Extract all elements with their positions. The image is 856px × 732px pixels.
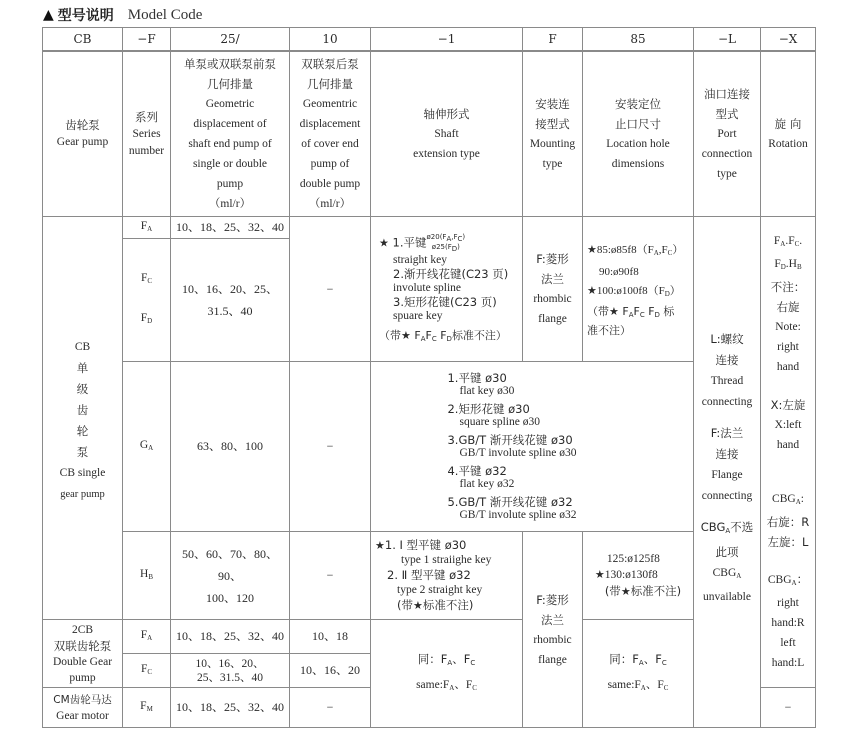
port-text: Flange bbox=[711, 469, 743, 481]
group-text: CB bbox=[74, 341, 91, 353]
disp-value: 10、18 bbox=[311, 629, 348, 643]
rotation-cm bbox=[760, 687, 816, 728]
code-text: F bbox=[548, 31, 557, 46]
group-text: 齿 bbox=[76, 403, 89, 417]
port-text: 此项 bbox=[715, 545, 739, 559]
header-rotation bbox=[760, 51, 816, 217]
header-text: Rotation bbox=[768, 138, 808, 150]
header-text: 型式 bbox=[715, 107, 739, 121]
shaft-option-3-en: spuare key bbox=[393, 309, 443, 322]
disp-front-hb bbox=[170, 531, 290, 620]
mount-text: 法兰 bbox=[541, 272, 564, 286]
header-text: 几何排量 bbox=[207, 77, 253, 91]
series-2cb-fc bbox=[122, 653, 171, 688]
header-text: Location hole bbox=[606, 138, 670, 150]
code-cb bbox=[42, 27, 123, 52]
same-cn: 同：$F_A$、$F_C$ bbox=[417, 652, 476, 667]
header-text: Port bbox=[717, 128, 737, 140]
header-text: shaft end pump of bbox=[188, 138, 272, 150]
header-port bbox=[693, 51, 761, 217]
disp-value: 25、31.5、40 bbox=[196, 671, 264, 684]
series-code: $F_A$ bbox=[140, 628, 153, 642]
series-cm-fm bbox=[122, 687, 171, 728]
mount-text: F:菱形 bbox=[536, 252, 569, 266]
code-text: 25/ bbox=[220, 31, 240, 46]
location-option-90: 90:ø90f8 bbox=[599, 265, 639, 278]
mount-text: F:菱形 bbox=[536, 592, 569, 607]
header-text: 系列 bbox=[135, 109, 158, 124]
header-text: Gear pump bbox=[56, 136, 109, 148]
code-shaft bbox=[370, 27, 523, 52]
header-text: Series bbox=[132, 127, 161, 140]
star-icon: ★ bbox=[609, 304, 619, 318]
header-text: （ml/r） bbox=[208, 198, 252, 210]
header-text: pump bbox=[216, 178, 244, 190]
header-text: 旋 向 bbox=[774, 117, 802, 131]
port-text: $CBG_A$ bbox=[712, 567, 742, 580]
location-option-100: $★100:ø100f8(F_D)$ bbox=[587, 284, 681, 298]
disp-rear-2cb-fc bbox=[289, 653, 371, 688]
series-code: $F_M$ bbox=[140, 699, 153, 713]
location-note: 准不注） bbox=[587, 323, 631, 337]
header-text: 几何排量 bbox=[307, 77, 353, 91]
location-f-series bbox=[582, 216, 694, 362]
code-text: 10 bbox=[322, 31, 338, 46]
mount-text: flange bbox=[538, 313, 567, 325]
port-text: connecting bbox=[701, 490, 753, 502]
shaft-g-series bbox=[370, 361, 694, 532]
header-text: 双联泵后泵 bbox=[301, 57, 359, 71]
disp-rear-2cb-fa bbox=[289, 619, 371, 654]
location-h-series bbox=[582, 531, 694, 620]
disp-value: 63、80、100 bbox=[196, 439, 263, 453]
series-code: $G_A$ bbox=[139, 438, 154, 452]
rot-text: hand bbox=[776, 439, 800, 451]
shaft-option-en: GB/T involute spline ø32 bbox=[459, 508, 577, 521]
rot-text: 右旋：R bbox=[766, 515, 810, 529]
star-icon: ★ bbox=[401, 328, 411, 342]
header-text: Geometric bbox=[205, 98, 255, 110]
rot-text: $F_D.H_B$ bbox=[774, 258, 802, 271]
rot-text: 左旋：L bbox=[767, 535, 809, 549]
group-cm-motor bbox=[42, 687, 123, 728]
rotation-options bbox=[760, 216, 816, 688]
location-option-130: ★130:ø130f8 bbox=[594, 569, 658, 581]
shaft-option-en: GB/T involute spline ø30 bbox=[459, 446, 577, 459]
disp-front-2cb-fa bbox=[170, 619, 290, 654]
header-text: Mounting bbox=[529, 138, 576, 150]
mounting-h-2cb bbox=[522, 531, 583, 728]
shaft-option-en: flat key ø32 bbox=[459, 477, 515, 490]
shaft-option-1-en: straight key bbox=[393, 253, 447, 266]
port-text: 连接 bbox=[715, 447, 739, 461]
header-shaft bbox=[370, 51, 523, 217]
disp-value: 100、120 bbox=[205, 590, 254, 605]
series-code: $H_B$ bbox=[140, 567, 153, 581]
port-text: Thread bbox=[710, 375, 744, 387]
same-en: $same:F_A$、$F_C$ bbox=[607, 679, 669, 692]
header-text: Geomentric bbox=[302, 98, 358, 110]
location-option-85: $★85:ø85f8(F_A,F_C)$ bbox=[587, 243, 684, 257]
location-note: (带★标准不注) bbox=[604, 584, 682, 598]
code-disp-rear bbox=[289, 27, 371, 52]
shaft-option: 4.平键 ø32 bbox=[447, 463, 507, 478]
series-code: $F_A$ bbox=[140, 219, 153, 233]
code-mounting bbox=[522, 27, 583, 52]
mount-text: flange bbox=[538, 653, 567, 666]
rot-text: $F_A.F_C$. bbox=[773, 235, 803, 248]
title-en: Model Code bbox=[127, 6, 203, 23]
disp-value: − bbox=[326, 439, 334, 453]
code-text: CB bbox=[73, 31, 92, 46]
header-text: 齿轮泵 bbox=[65, 118, 100, 132]
port-text: L:螺纹 bbox=[710, 332, 744, 346]
group-text: 轮 bbox=[76, 424, 89, 438]
star-icon: ★ bbox=[375, 539, 385, 552]
port-text: connecting bbox=[701, 396, 753, 408]
group-text: 双联齿轮泵 bbox=[53, 638, 112, 653]
header-text: single or double bbox=[192, 158, 268, 170]
code-text: −L bbox=[717, 31, 737, 46]
header-text: （ml/r） bbox=[308, 198, 352, 210]
header-text: displacement of bbox=[193, 118, 267, 130]
shaft-option-2-en: involute spline bbox=[393, 281, 462, 294]
code-disp-front bbox=[170, 27, 290, 52]
disp-rear-cm bbox=[289, 687, 371, 728]
shaft-option: 1.平键 ø30 bbox=[447, 370, 507, 385]
header-text: displacement bbox=[299, 118, 361, 130]
rot-text: 不注： bbox=[770, 280, 806, 294]
disp-rear-fa-fcfd bbox=[289, 216, 371, 362]
same-en: $same:F_A$、$F_C$ bbox=[416, 679, 477, 692]
disp-front-2cb-fc bbox=[170, 653, 290, 688]
mount-text: rhombic bbox=[533, 633, 572, 646]
rot-text: $CBG_A$： bbox=[767, 574, 809, 587]
shaft-note: (带★标准不注) bbox=[397, 598, 474, 612]
code-port bbox=[693, 27, 761, 52]
header-text: 油口连接 bbox=[704, 87, 750, 101]
rot-text: 右旋 bbox=[776, 300, 800, 314]
disp-value: 10、18、25、32、40 bbox=[175, 220, 284, 234]
disp-value: 10、16、20、25、 bbox=[181, 282, 278, 296]
header-text: connection bbox=[701, 148, 753, 160]
section-title bbox=[43, 4, 202, 26]
rot-text: hand:L bbox=[771, 657, 805, 669]
header-text: of cover end bbox=[301, 138, 359, 150]
header-text: pump of bbox=[310, 158, 350, 170]
header-text: 轴伸形式 bbox=[423, 107, 470, 121]
title-cn: 型号说明 bbox=[57, 8, 114, 24]
disp-front-fa bbox=[170, 216, 290, 239]
mounting-f-series bbox=[522, 216, 583, 362]
series-fa bbox=[122, 216, 171, 239]
header-text: number bbox=[128, 144, 165, 157]
star-icon: ★ bbox=[594, 569, 605, 581]
series-hb bbox=[122, 531, 171, 620]
rot-text: right bbox=[777, 341, 799, 353]
location-note: （带★ $F_AF_C$ $F_D$ 标 bbox=[587, 304, 675, 319]
header-text: 单泵或双联泵前泵 bbox=[184, 57, 276, 71]
rot-text: left bbox=[780, 637, 796, 649]
star-icon: ★ bbox=[413, 599, 423, 612]
star-icon: ★ bbox=[587, 284, 597, 297]
shaft-option: 5.GB/T 渐开线花键 ø32 bbox=[447, 494, 573, 509]
header-text: type bbox=[717, 168, 737, 180]
header-text: extension type bbox=[413, 148, 480, 160]
mount-text: 法兰 bbox=[541, 612, 564, 627]
shaft-h-series bbox=[370, 531, 523, 620]
header-pump bbox=[42, 51, 123, 217]
rot-text: $CBG_A$: bbox=[772, 493, 804, 506]
group-text: 2CB bbox=[71, 623, 94, 636]
code-text: 85 bbox=[630, 31, 646, 46]
disp-rear-hb bbox=[289, 531, 371, 620]
same-cn: 同：$F_A$、$F_C$ bbox=[609, 652, 667, 667]
series-2cb-fa bbox=[122, 619, 171, 654]
group-text: gear pump bbox=[60, 489, 105, 500]
port-text: F:法兰 bbox=[710, 426, 744, 440]
header-text: double pump bbox=[299, 178, 361, 190]
rot-text: hand bbox=[776, 361, 800, 373]
rot-text: Note: bbox=[775, 321, 801, 333]
rot-text: hand:R bbox=[771, 617, 805, 629]
group-text: CM齿轮马达 bbox=[53, 693, 112, 706]
rot-text: right bbox=[777, 597, 799, 609]
shaft-option-en: square spline ø30 bbox=[459, 415, 540, 428]
shaft-option-2-en: type 2 straight key bbox=[397, 584, 483, 596]
code-rotation bbox=[760, 27, 816, 52]
mount-text: rhombic bbox=[533, 293, 572, 305]
star-icon: ★ bbox=[379, 236, 389, 249]
shaft-f-series bbox=[370, 216, 523, 362]
shaft-option: 2.矩形花键 ø30 bbox=[447, 401, 530, 416]
port-text: $CBG_A$不选 bbox=[700, 520, 754, 535]
code-location bbox=[582, 27, 694, 52]
disp-value: 50、60、70、80、90、 bbox=[181, 546, 278, 583]
rot-text: X:left bbox=[774, 419, 802, 431]
star-icon: ★ bbox=[620, 585, 631, 598]
header-text: 安装连 bbox=[535, 97, 570, 111]
disp-value: − bbox=[326, 700, 334, 714]
disp-value: − bbox=[326, 568, 334, 582]
port-text: 连接 bbox=[715, 353, 739, 367]
location-2cb-same bbox=[582, 619, 694, 728]
header-text: 接型式 bbox=[535, 117, 570, 131]
series-code: $F_D$ bbox=[140, 312, 153, 325]
header-location bbox=[582, 51, 694, 217]
shaft-note: （带★ $F_AF_C$ $F_D$标准不注） bbox=[379, 328, 507, 343]
header-text: 安装定位 bbox=[615, 97, 661, 111]
shaft-option-3: 3.矩形花键(C23 页) bbox=[393, 294, 497, 309]
disp-value: 10、16、20 bbox=[299, 663, 360, 677]
series-ga bbox=[122, 361, 171, 532]
header-series bbox=[122, 51, 171, 217]
code-text: −1 bbox=[437, 31, 456, 46]
shaft-2cb-same bbox=[370, 619, 523, 728]
group-text: 泵 bbox=[76, 445, 89, 459]
star-icon: ★ bbox=[587, 243, 597, 256]
shaft-option-2: 2.渐开线花键(C23 页) bbox=[393, 266, 509, 281]
rot-text: − bbox=[784, 700, 792, 714]
series-code: $F_C$ bbox=[140, 662, 153, 676]
rot-text: X:左旋 bbox=[770, 398, 806, 412]
shaft-option-1-en: type 1 straiighe key bbox=[401, 554, 492, 566]
disp-value: 10、18、25、32、40 bbox=[175, 629, 284, 643]
disp-front-cm bbox=[170, 687, 290, 728]
shaft-option-2: 2. Ⅱ 型平键 ø32 bbox=[387, 568, 471, 582]
group-cb-double bbox=[42, 619, 123, 688]
triangle-marker-icon: ▲ bbox=[43, 7, 54, 23]
header-disp-front bbox=[170, 51, 290, 217]
code-text: −X bbox=[778, 31, 798, 46]
port-text: unvailable bbox=[703, 591, 751, 603]
code-series bbox=[122, 27, 171, 52]
disp-value: − bbox=[326, 281, 334, 296]
port-connection bbox=[693, 216, 761, 728]
group-cb-single bbox=[42, 216, 123, 620]
series-fc-fd bbox=[122, 238, 171, 362]
group-text: Gear motor bbox=[56, 709, 109, 722]
header-text: 止口尺寸 bbox=[615, 117, 661, 131]
disp-rear-ga bbox=[289, 361, 371, 532]
location-option-125: 125:ø125f8 bbox=[606, 553, 660, 565]
disp-value: 10、16、20、 bbox=[195, 657, 265, 670]
group-text: CB single bbox=[59, 467, 106, 479]
group-text: Double Gear bbox=[52, 655, 113, 668]
group-text: 级 bbox=[76, 382, 89, 396]
disp-front-fcfd bbox=[170, 238, 290, 362]
header-text: type bbox=[542, 158, 563, 170]
code-text: −F bbox=[137, 31, 156, 46]
shaft-option-1: ★ 1.平键 $ø20(F_A,F_C)$ $ø25(F_D)$ bbox=[379, 232, 466, 253]
group-text: pump bbox=[69, 671, 96, 684]
series-code: $F_C$ bbox=[140, 272, 153, 285]
group-text: 单 bbox=[76, 361, 89, 375]
header-text: dimensions bbox=[611, 158, 665, 170]
header-mounting bbox=[522, 51, 583, 217]
disp-value: 10、18、25、32、40 bbox=[175, 700, 284, 714]
header-disp-rear bbox=[289, 51, 371, 217]
header-text: Shaft bbox=[434, 128, 459, 140]
disp-value: 31.5、40 bbox=[207, 304, 253, 318]
shaft-option-en: flat key ø30 bbox=[459, 384, 515, 397]
shaft-option: 3.GB/T 渐开线花键 ø30 bbox=[447, 432, 573, 447]
disp-front-ga bbox=[170, 361, 290, 532]
shaft-option-1: ★1. Ⅰ 型平键 ø30 bbox=[375, 538, 467, 552]
